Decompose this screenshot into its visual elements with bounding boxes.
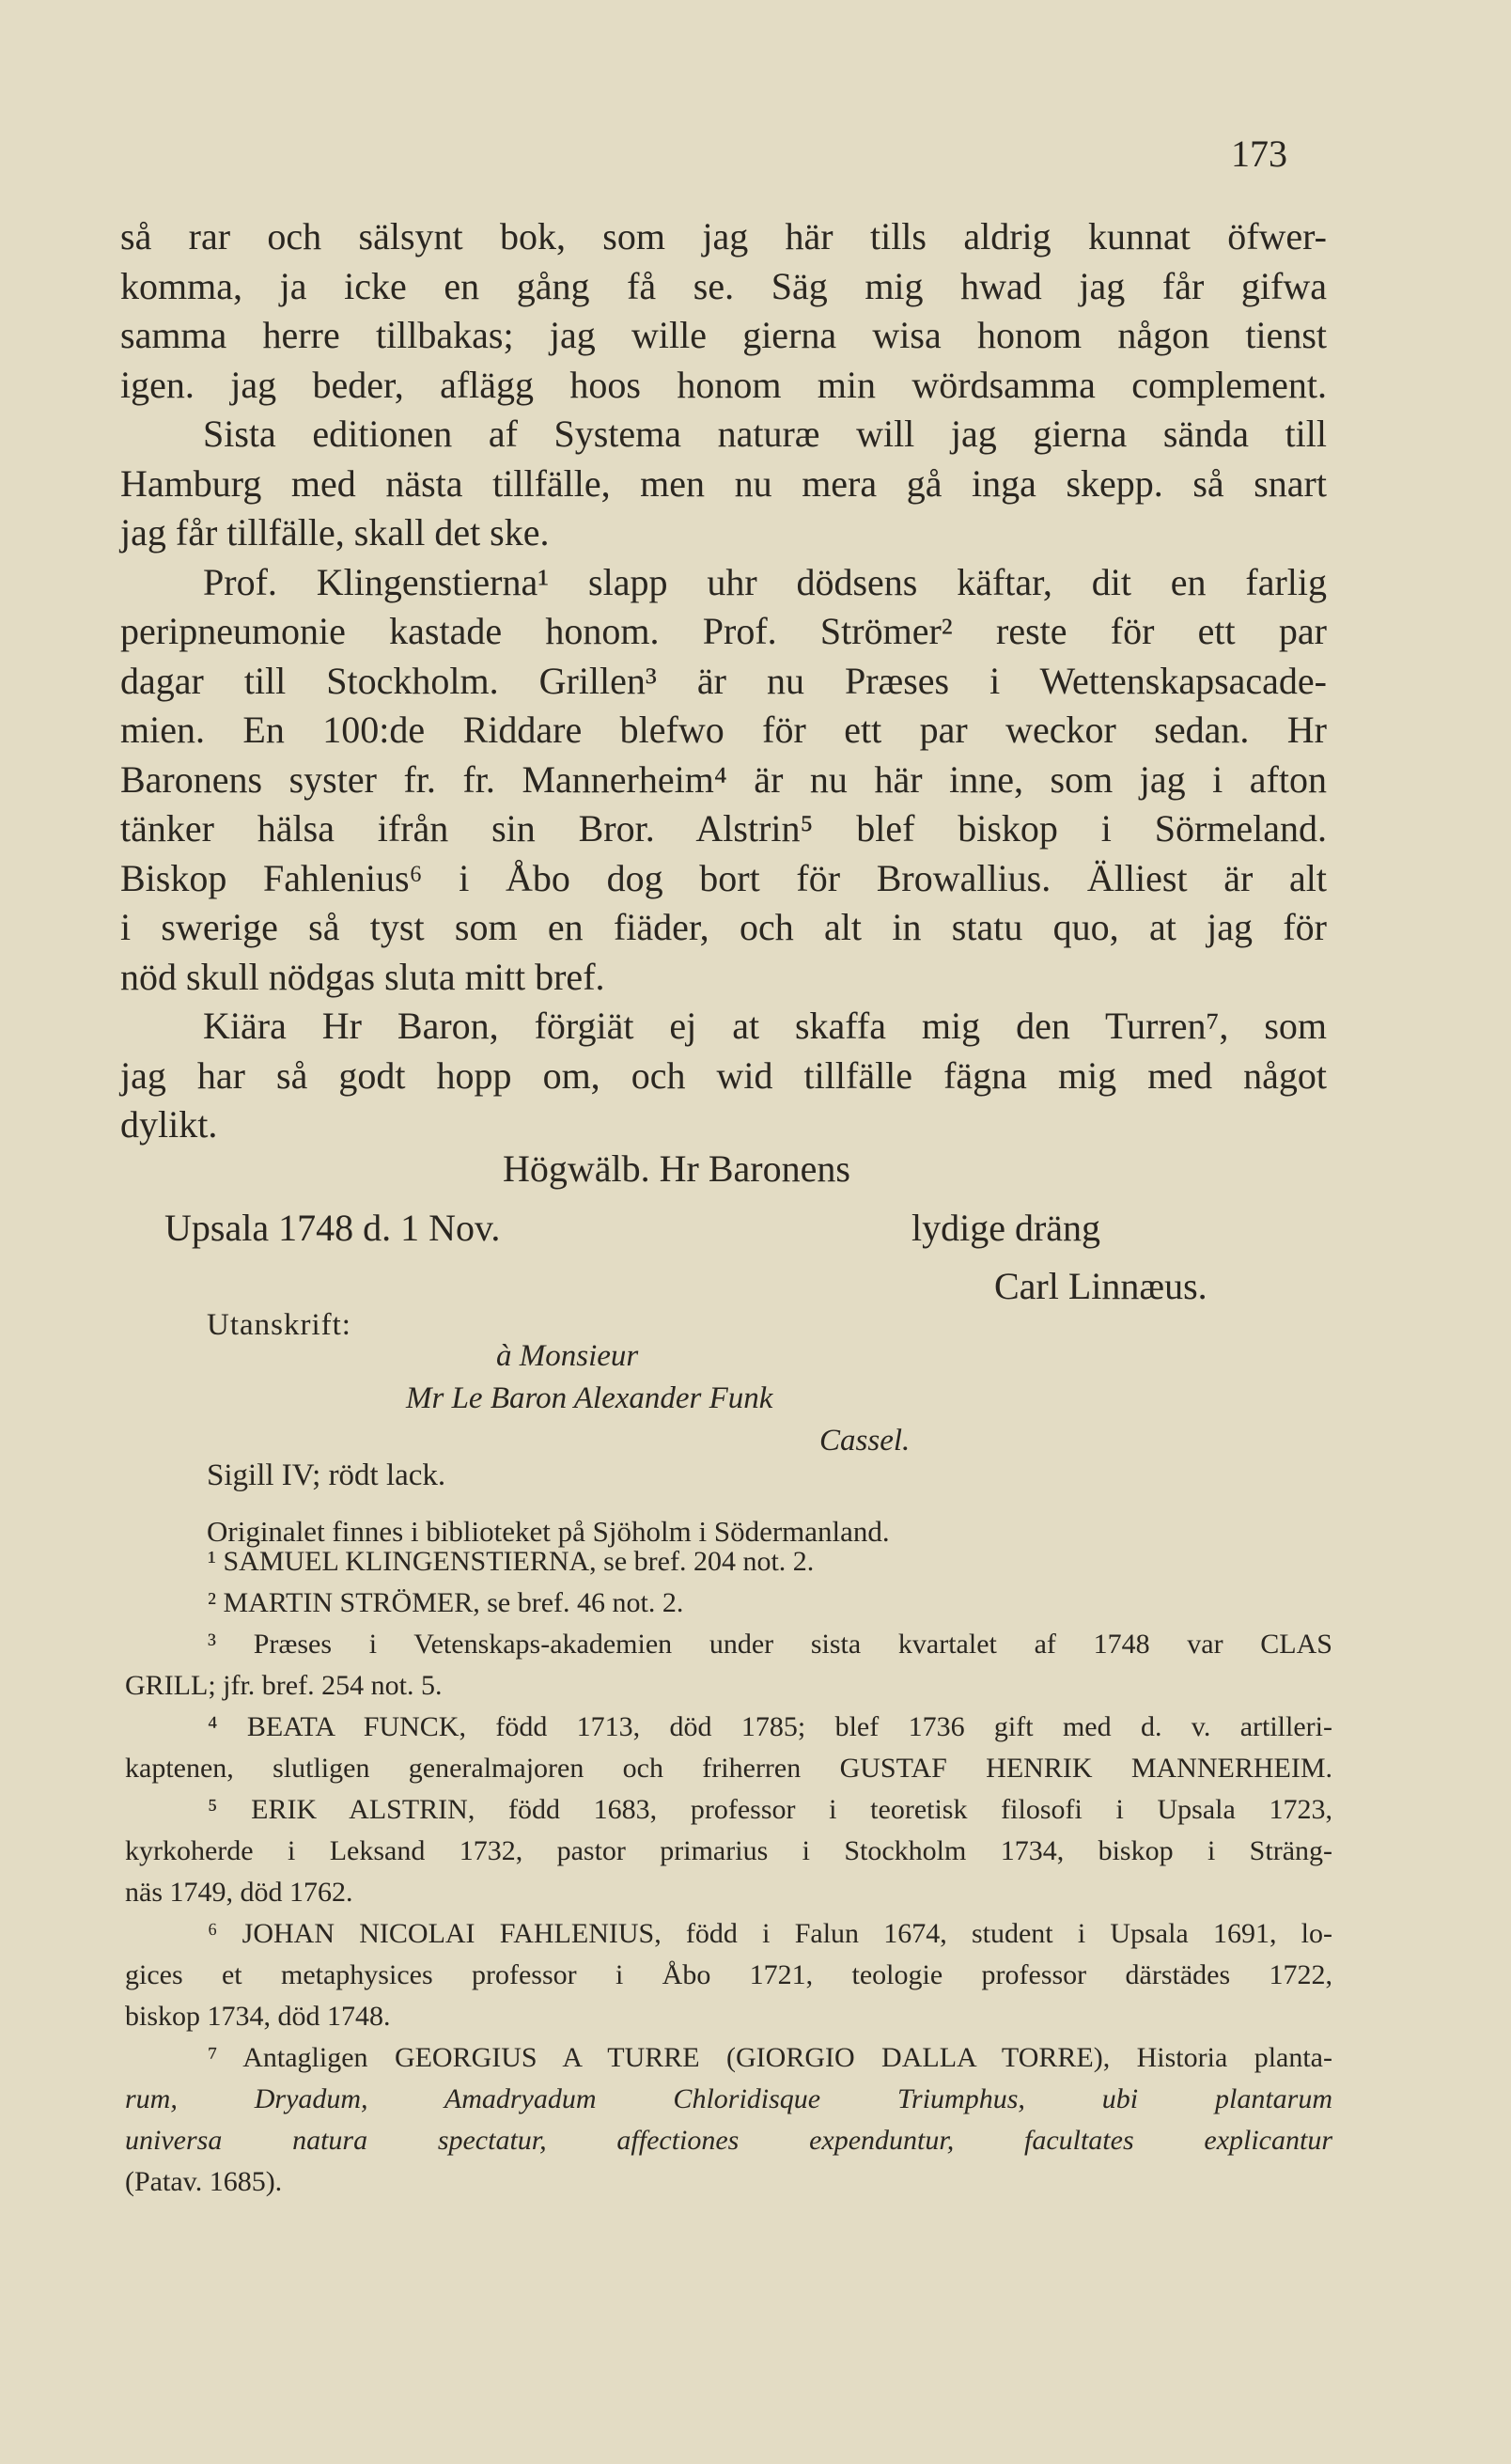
footnote-line: ² MARTIN STRÖMER, se bref. 46 not. 2.: [208, 1587, 684, 1618]
letter-line: tänker hälsa ifrån sin Bror. Alstrin⁵ blef biskop i Sörmeland.: [120, 807, 1327, 850]
footnote-line: GRILL; jfr. bref. 254 not. 5.: [125, 1670, 443, 1701]
closing-salutation: Högwälb. Hr Baronens: [503, 1147, 850, 1190]
closing-place-date: Upsala 1748 d. 1 Nov.: [164, 1207, 501, 1249]
footnote-line: biskop 1734, död 1748.: [125, 2001, 391, 2032]
footnote-line: gices et metaphysices professor i Åbo 1721, teologie professor därstädes 1722,: [125, 1959, 1332, 1990]
letter-line: Biskop Fahlenius⁶ i Åbo dog bort för Browallius. Älliest är alt: [120, 856, 1327, 899]
address-line-1: à Monsieur: [496, 1339, 639, 1373]
closing-servant: lydige dräng: [911, 1207, 1101, 1249]
letter-line: igen. jag beder, aflägg hoos honom min wördsamma complement.: [120, 363, 1327, 406]
footnote-line: kyrkoherde i Leksand 1732, pastor primarius i Stockholm 1734, biskop i Sträng-: [125, 1835, 1332, 1866]
letter-line: Sista editionen af Systema naturæ will jag gierna sända till: [203, 413, 1327, 455]
footnote-line: ⁴ BEATA FUNCK, född 1713, död 1785; blef 1736 gift med d. v. artilleri-: [208, 1711, 1332, 1742]
letter-line: jag har så godt hopp om, och wid tillfälle fägna mig med något: [120, 1053, 1327, 1097]
source-note: Originalet finnes i biblioteket på Sjöholm i Södermanland.: [207, 1515, 890, 1548]
letter-line: mien. En 100:de Riddare blefwo för ett par weckor sedan. Hr: [120, 709, 1327, 751]
footnote-line: (Patav. 1685).: [125, 2166, 283, 2197]
letter-line: Hamburg med nästa tillfälle, men nu mera gå inga skepp. så snart: [120, 461, 1327, 505]
letter-line: peripneumonie kastade honom. Prof. Strömer² reste för ett par: [120, 610, 1327, 652]
footnote-line: universa natura spectatur, affectiones expenduntur, facultates explicantur: [125, 2125, 1332, 2156]
letter-line: Kiära Hr Baron, förgiät ej at skaffa mig den Turren⁷, som: [203, 1005, 1327, 1047]
letter-line: Prof. Klingenstierna¹ slapp uhr dödsens käftar, dit en farlig: [203, 560, 1327, 603]
letter-line: i swerige så tyst som en fiäder, och alt in statu quo, at jag för: [120, 906, 1327, 948]
letter-line: så rar och sälsynt bok, som jag här tills aldrig kunnat öfwer-: [120, 215, 1327, 257]
letter-line: samma herre tillbakas; jag wille gierna wisa honom någon tienst: [120, 314, 1327, 356]
footnote-line: ¹ SAMUEL KLINGENSTIERNA, se bref. 204 not. 2.: [208, 1546, 815, 1577]
address-line-3: Cassel.: [819, 1424, 911, 1458]
letter-line: Baronens syster fr. fr. Mannerheim⁴ är nu här inne, som jag i afton: [120, 757, 1327, 801]
footnote-line: rum, Dryadum, Amadryadum Chloridisque Triumphus, ubi plantarum: [125, 2083, 1332, 2114]
letter-line: nöd skull nödgas sluta mitt bref.: [120, 955, 605, 998]
letter-line: jag får tillfälle, skall det ske.: [120, 511, 550, 554]
address-label: Utanskrift:: [207, 1308, 351, 1342]
letter-body: [120, 212, 1327, 1150]
letter-line: dagar till Stockholm. Grillen³ är nu Præses i Wettenskapsacade-: [120, 659, 1327, 702]
footnote-line: näs 1749, död 1762.: [125, 1877, 353, 1908]
page-number: 173: [1231, 133, 1287, 175]
footnote-line: kaptenen, slutligen generalmajoren och friherren GUSTAF HENRIK MANNERHEIM.: [125, 1753, 1332, 1784]
footnote-line: ⁶ JOHAN NICOLAI FAHLENIUS, född i Falun 1674, student i Upsala 1691, lo-: [208, 1918, 1332, 1949]
letter-line: komma, ja icke en gång få se. Säg mig hwad jag får gifwa: [120, 264, 1327, 307]
letter-line: dylikt.: [120, 1103, 218, 1146]
footnotes: [125, 1541, 1332, 2203]
seal-note: Sigill IV; rödt lack.: [207, 1458, 446, 1492]
signature: Carl Linnæus.: [994, 1265, 1207, 1307]
footnote-line: ⁷ Antagligen GEORGIUS A TURRE (GIORGIO DALLA TORRE), Historia planta-: [208, 2042, 1332, 2073]
footnote-line: ⁵ ERIK ALSTRIN, född 1683, professor i teoretisk filosofi i Upsala 1723,: [208, 1794, 1332, 1825]
address-line-2: Mr Le Baron Alexander Funk: [406, 1381, 773, 1415]
footnote-line: ³ Præses i Vetenskaps-akademien under sista kvartalet af 1748 var CLAS: [208, 1629, 1332, 1660]
